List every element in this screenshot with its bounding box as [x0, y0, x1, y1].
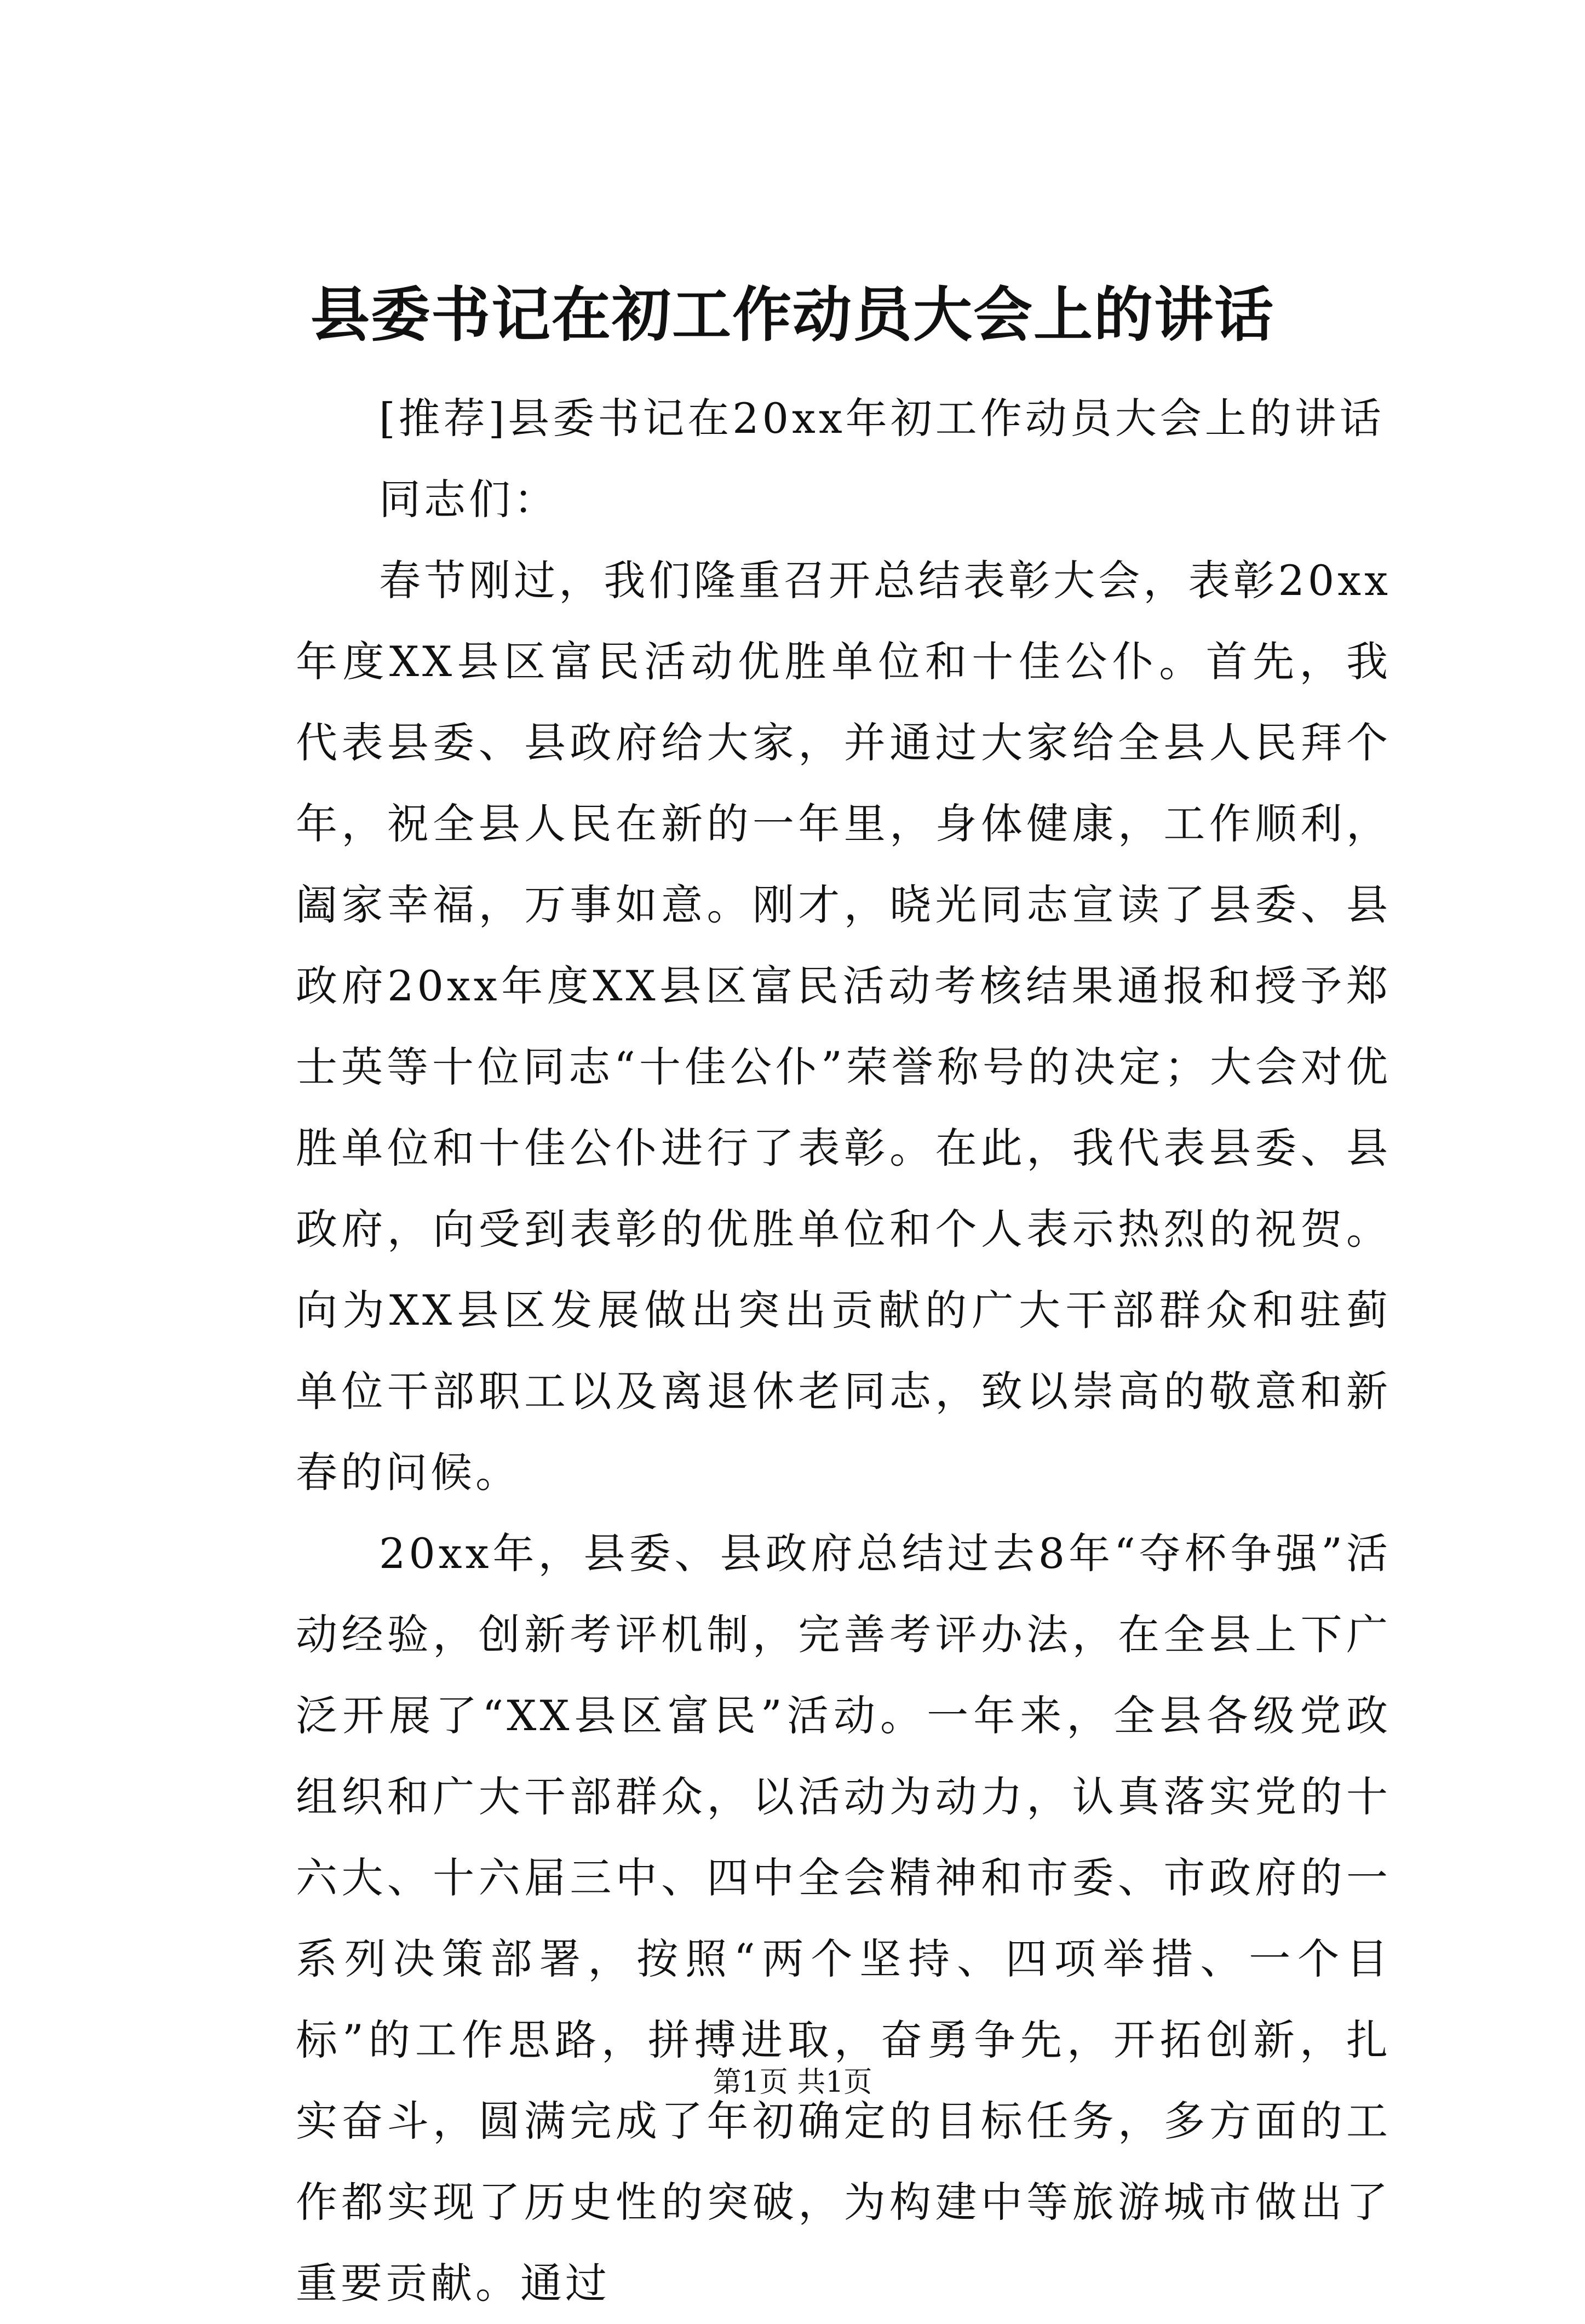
document-title: 县委书记在初工作动员大会上的讲话 [310, 281, 1274, 350]
body-paragraph: 20xx年，县委、县政府总结过去8年“夺杯争强”活动经验，创新考评机制，完善考评办法，在全县上下广泛开展了“XX县区富民”活动。一年来，全县各级党政组织和广大干部群众，以活动为动力，认真落实党的十六大、十六届三中、四中全会精神和市委、市政府的一系列决策部署，按照“两个坚持、四项举措、一个目标”的工作思路，拼搏进取，奋勇争先，开拓创新，扎实奋斗，圆满完成了年初确定的目标任务，多方面的工作都实现了历史性的突破，为构建中等旅游城市做出了重要贡献。通过 [296, 1529, 1391, 2308]
salutation-paragraph: 同志们： [379, 475, 559, 524]
body-paragraph: 春节刚过，我们隆重召开总结表彰大会，表彰20xx年度XX县区富民活动优胜单位和十佳公仆。首先，我代表县委、县政府给大家，并通过大家给全县人民拜个年，祝全县人民在新的一年里，身体健康，工作顺利，阖家幸福，万事如意。刚才，晓光同志宣读了县委、县政府20xx年度XX县区富民活动考核结果通报和授予郑士英等十位同志“十佳公仆”荣誉称号的决定；大会对优胜单位和十佳公仆进行了表彰。在此，我代表县委、县政府，向受到表彰的优胜单位和个人表示热烈的祝贺。向为XX县区发展做出突出贡献的广大干部群众和驻蓟单位干部职工以及离退休老同志，致以崇高的敬意和新春的问候。 [296, 556, 1391, 1497]
subtitle-paragraph: [推荐]县委书记在20xx年初工作动员大会上的讲话 [379, 394, 1385, 443]
page-number-footer: 第1页 共1页 [713, 2066, 872, 2099]
document-body [296, 378, 1391, 2324]
